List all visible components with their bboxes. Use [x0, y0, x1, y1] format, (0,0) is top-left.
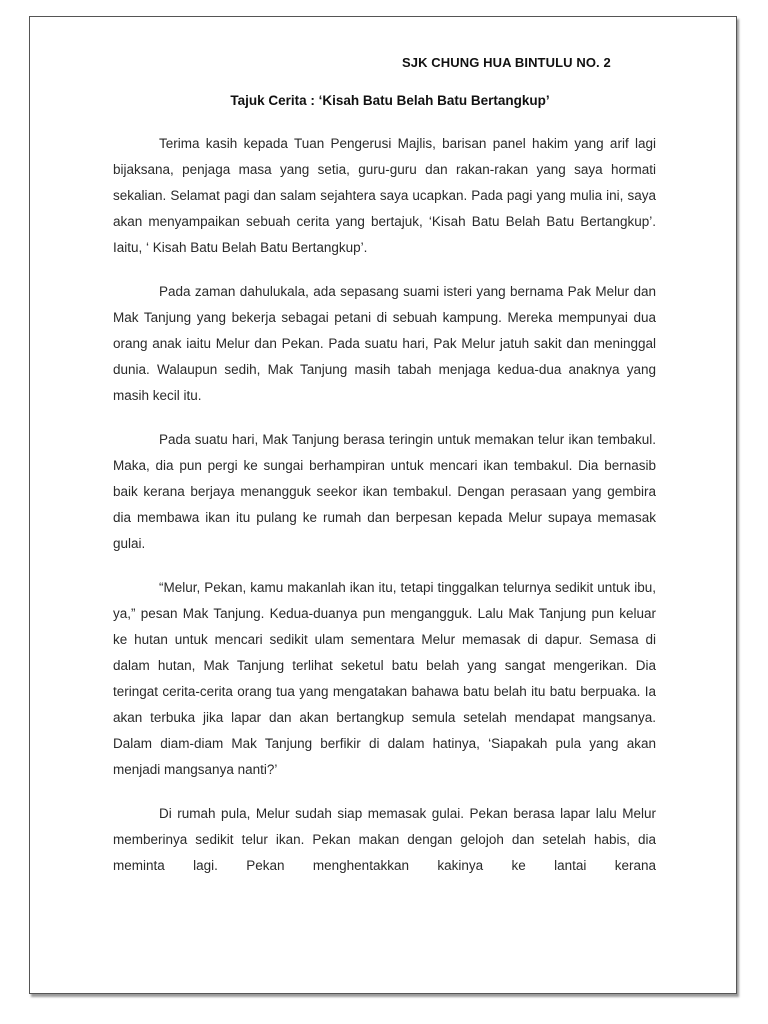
story-body	[113, 131, 656, 897]
paragraph: Terima kasih kepada Tuan Pengerusi Majlis, barisan panel hakim yang arif lagi bijaksana, penjaga masa yang setia, guru-guru dan rakan-rakan yang saya hormati sekalian. Selamat pagi dan salam sejahtera saya ucapkan. Pada pagi yang mulia ini, saya akan menyampaikan sebuah cerita yang bertajuk, ‘Kisah Batu Belah Batu Bertangkup’. Iaitu, ‘ Kisah Batu Belah Batu Bertangkup’.	[113, 136, 656, 255]
school-name: SJK CHUNG HUA BINTULU NO. 2	[402, 55, 611, 70]
paragraph: Di rumah pula, Melur sudah siap memasak gulai. Pekan berasa lapar lalu Melur memberinya sedikit telur ikan. Pekan makan dengan gelojoh dan setelah habis, dia meminta lagi. Pekan menghentakkan kakinya ke lantai kerana	[113, 806, 656, 873]
paragraph: “Melur, Pekan, kamu makanlah ikan itu, tetapi tinggalkan telurnya sedikit untuk ibu, ya,” pesan Mak Tanjung. Kedua-duanya pun mengangguk. Lalu Mak Tanjung pun keluar ke hutan untuk mencari sedikit ulam sementara Melur memasak di dapur. Semasa di dalam hutan, Mak Tanjung terlihat seketul batu belah yang sangat mengerikan. Dia teringat cerita-cerita orang tua yang mengatakan bahawa batu belah itu batu berpuaka. Ia akan terbuka jika lapar dan akan bertangkup semula setelah mendapat mangsanya. Dalam diam-diam Mak Tanjung berfikir di dalam hatinya, ‘Siapakah pula yang akan menjadi mangsanya nanti?’	[113, 580, 656, 777]
paragraph: Pada suatu hari, Mak Tanjung berasa teringin untuk memakan telur ikan tembakul. Maka, dia pun pergi ke sungai berhampiran untuk mencari ikan tembakul. Dia bernasib baik kerana berjaya menangguk seekor ikan tembakul. Dengan perasaan yang gembira dia membawa ikan itu pulang ke rumah dan berpesan kepada Melur supaya memasak gulai.	[113, 432, 656, 551]
paragraph: Pada zaman dahulukala, ada sepasang suami isteri yang bernama Pak Melur dan Mak Tanjung yang bekerja sebagai petani di sebuah kampung. Mereka mempunyai dua orang anak iaitu Melur dan Pekan. Pada suatu hari, Pak Melur jatuh sakit dan meninggal dunia. Walaupun sedih, Mak Tanjung masih tabah menjaga kedua-dua anaknya yang masih kecil itu.	[113, 284, 656, 403]
document-page	[29, 16, 737, 994]
story-title: Tajuk Cerita : ‘Kisah Batu Belah Batu Bertangkup’	[230, 93, 550, 108]
